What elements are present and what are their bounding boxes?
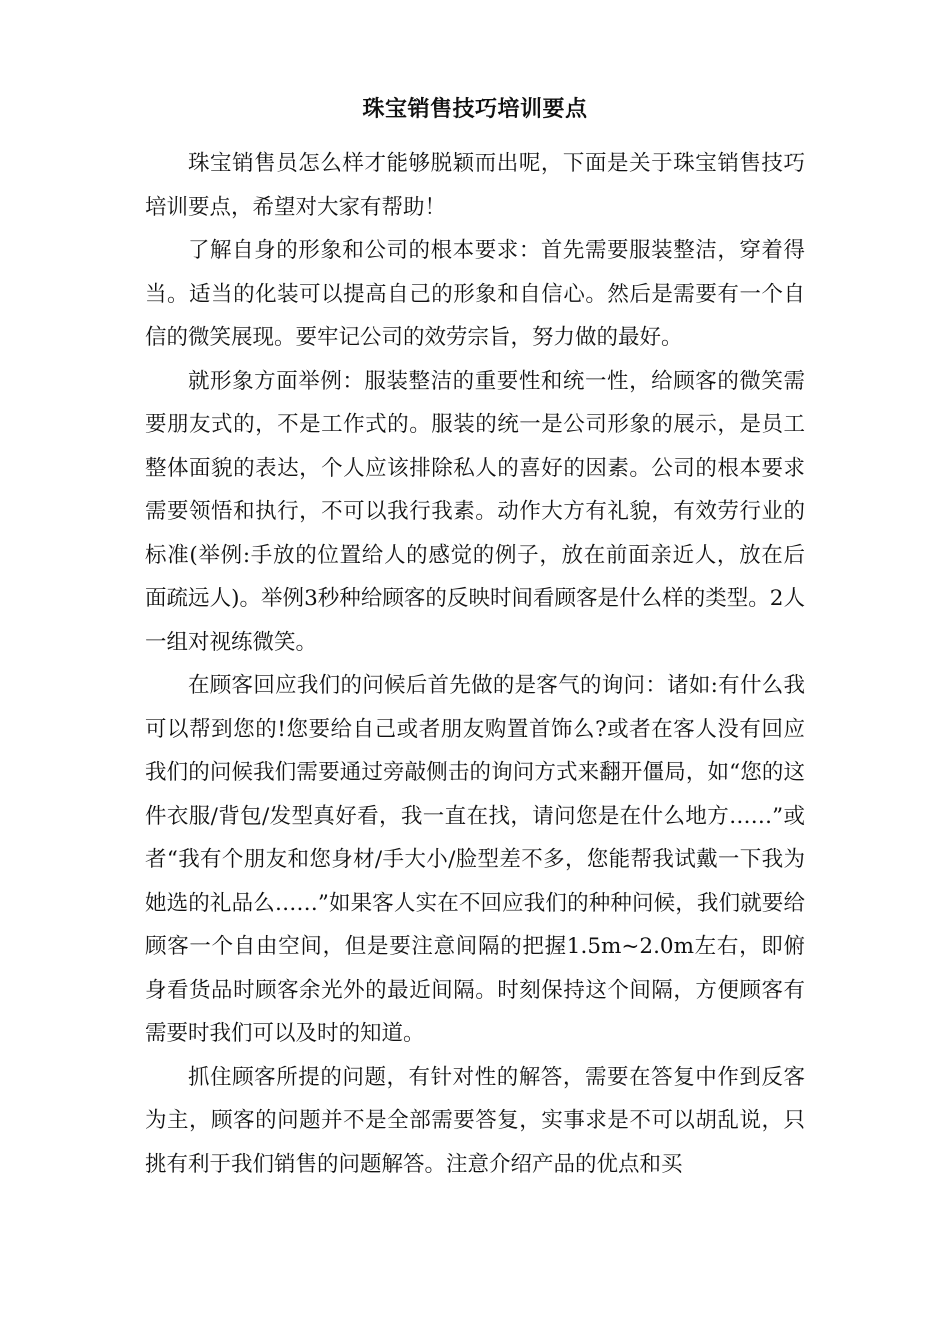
paragraph-greeting-inquiry: 在顾客回应我们的问候后首先做的是客气的询问：诸如:有什么我可以帮到您的!您要给自己或者朋友购置首饰么?或者在客人没有回应我们的问候我们需要通过旁敲侧击的询问方式来翻开僵局，如“您的这件衣服/背包/发型真好看，我一直在找，请问您是在什么地方……”或者“我有个朋友和您身材/手大小/脸型差不多，您能帮我试戴一下我为她选的礼品么……”如果客人实在不回应我们的种种问候，我们就要给顾客一个自由空间，但是要注意间隔的把握1.5m~2.0m左右，即俯身看货品时顾客余光外的最近间隔。时刻保持这个间隔，方便顾客有需要时我们可以及时的知道。 bbox=[145, 673, 805, 1046]
document-body bbox=[145, 142, 805, 1186]
paragraph-self-image: 了解自身的形象和公司的根本要求：首先需要服装整洁，穿着得当。适当的化装可以提高自己的形象和自信心。然后是需要有一个自信的微笑展现。要牢记公司的效劳宗旨，努力做的最好。 bbox=[145, 238, 805, 350]
paragraph-intro: 珠宝销售员怎么样才能够脱颖而出呢，下面是关于珠宝销售技巧培训要点，希望对大家有帮助！ bbox=[145, 151, 805, 220]
document-page bbox=[145, 0, 805, 1186]
paragraph-image-examples: 就形象方面举例：服装整洁的重要性和统一性，给顾客的微笑需要朋友式的，不是工作式的。服装的统一是公司形象的展示，是员工整体面貌的表达，个人应该排除私人的喜好的因素。公司的根本要求需要领悟和执行，不可以我行我素。动作大方有礼貌，有效劳行业的标准(举例:手放的位置给人的感觉的例子，放在前面亲近人，放在后面疏远人)。举例3秒种给顾客的反映时间看顾客是什么样的类型。2人一组对视练微笑。 bbox=[145, 368, 805, 655]
paragraph-answer-questions: 抓住顾客所提的问题，有针对性的解答，需要在答复中作到反客为主，顾客的问题并不是全部需要答复，实事求是不可以胡乱说，只挑有利于我们销售的问题解答。注意介绍产品的优点和买 bbox=[145, 1064, 805, 1177]
document-title: 珠宝销售技巧培训要点 bbox=[362, 97, 588, 122]
